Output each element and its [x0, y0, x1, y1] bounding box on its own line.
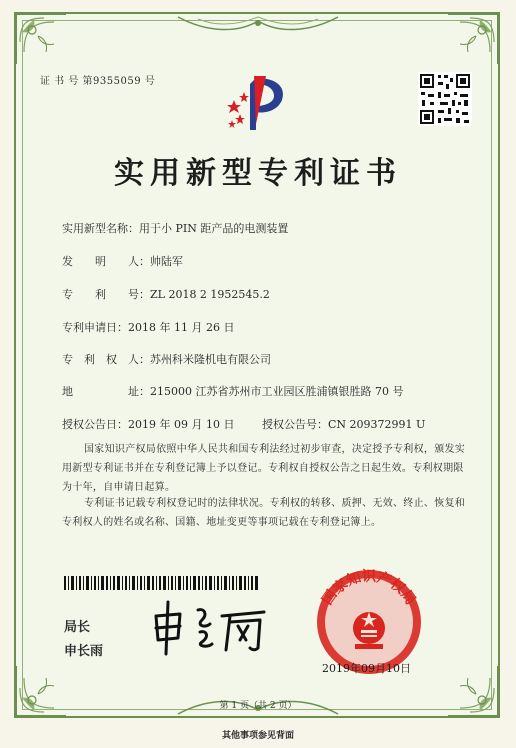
signatory-role: 局长: [64, 620, 91, 635]
svg-text:国家知识产权局: 国家知识产权局: [319, 569, 419, 609]
field-label: 专利申请日：: [62, 321, 128, 334]
qr-code-icon: [418, 72, 472, 126]
top-flourish-icon: [168, 13, 348, 35]
certificate-number: 证 书 号 第9355059 号: [40, 76, 156, 87]
field-label: 专 利 号：: [62, 288, 150, 301]
certificate-title: 实用新型专利证书: [114, 156, 402, 191]
field-label: 专 利 权 人：: [62, 353, 150, 366]
corner-ornament-icon: [446, 12, 500, 66]
corner-ornament-icon: [14, 12, 68, 66]
field-value: CN 209372991 U: [328, 418, 426, 431]
field-value: 2019 年 09 月 10 日: [128, 418, 235, 431]
announcement-date-field: [62, 416, 234, 432]
field-label: 地 址：: [62, 385, 150, 398]
address-field: [62, 383, 403, 399]
utility-model-name-field: [62, 220, 288, 236]
handwritten-signature-icon: [150, 596, 270, 656]
field-label: 授权公告日：: [62, 418, 128, 431]
patent-holder-field: [62, 351, 271, 367]
field-value: 帅陆军: [150, 255, 183, 268]
field-value: 215000 江苏省苏州市工业园区胜浦镇银胜路 70 号: [150, 385, 404, 398]
seal-date: 2019年09月10日: [322, 662, 411, 675]
inventor-field: [62, 253, 183, 269]
field-value: ZL 2018 2 1952545.2: [150, 288, 270, 301]
page-indicator: 第 1 页（共 2 页）: [219, 701, 297, 711]
field-value: 苏州科米隆机电有限公司: [150, 353, 271, 366]
field-value: 2018 年 11 月 26 日: [128, 321, 235, 334]
patent-number-field: [62, 286, 270, 302]
barcode-icon: [64, 576, 260, 590]
back-note: 其他事项参见背面: [221, 731, 294, 741]
field-value: 用于小 PIN 距产品的电测装置: [139, 222, 289, 235]
cnipa-emblem-icon: [226, 70, 292, 136]
body-paragraph-1: 国家知识产权局依照中华人民共和国专利法经过初步审查，决定授予专利权，颁发实用新型专利证书并在专利登记簿上予以登记。专利权自授权公告之日起生效。专利权期限为十年，自申请日起算。: [62, 444, 466, 493]
field-label: 发 明 人：: [62, 255, 150, 268]
field-label: 实用新型名称：: [62, 222, 139, 235]
field-label: 授权公告号：: [262, 418, 328, 431]
filing-date-field: [62, 319, 234, 335]
announcement-number-field: [262, 416, 425, 432]
body-paragraph-2: 专利证书记载专利权登记时的法律状况。专利权的转移、质押、无效、终止、恢复和专利权人的姓名或名称、国籍、地址变更等事项记载在专利登记簿上。: [62, 498, 466, 528]
signatory-name: 申长雨: [64, 644, 104, 659]
